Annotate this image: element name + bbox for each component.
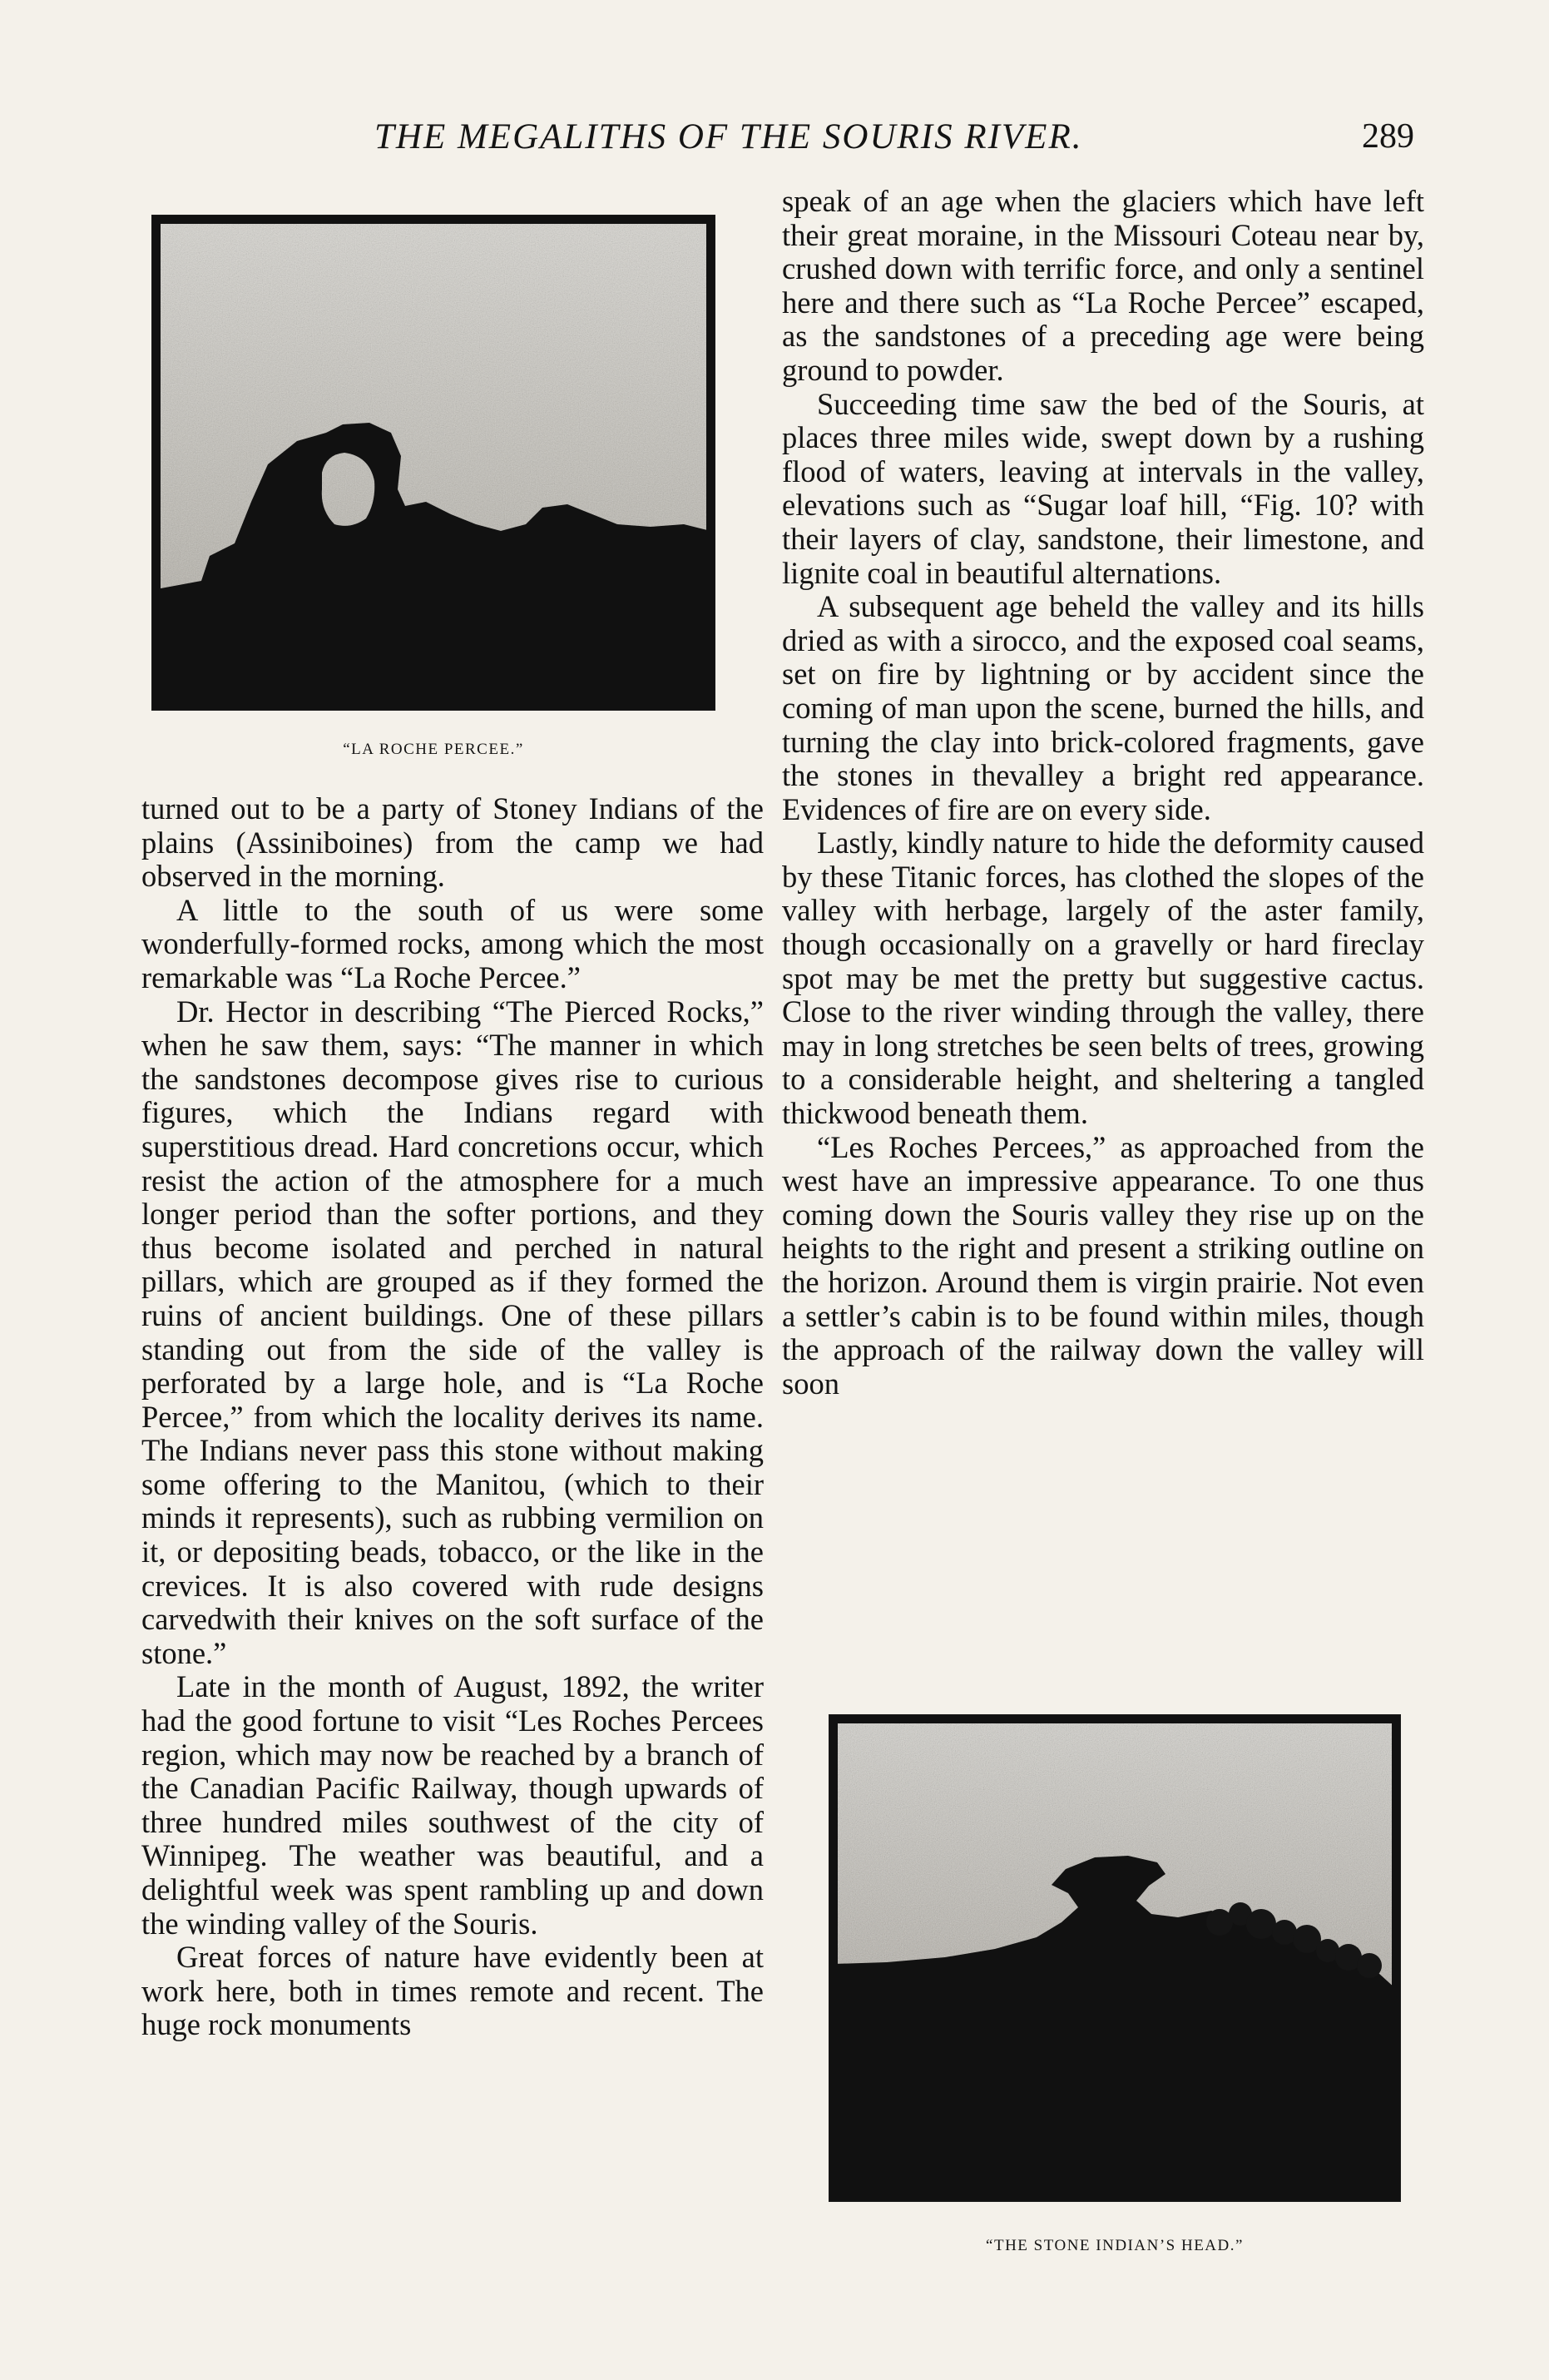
paragraph: speak of an age when the glaciers which have left their great moraine, in the Missouri Coteau near by, crushed down with terrific force, and only a sentinel here and there such as “La Roche Percee” escaped, as the sandstones of a preceding age were being ground to powder. (782, 184, 1424, 387)
paragraph: A subsequent age beheld the valley and its hills dried as with a sirocco, and the exposed coal seams, set on fire by lightning or by accident since the coming of man upon the scene, burned the hills, and turning the clay into brick-colored fragments, gave the stones in thevalley a bright red appearance. Evidences of fire are on every side. (782, 589, 1424, 826)
page-number: 289 (1362, 117, 1414, 156)
figure-caption: “THE STONE INDIAN’S HEAD.” (986, 2237, 1244, 2254)
photo-la-roche-percee (151, 215, 715, 711)
paragraph: Succeeding time saw the bed of the Souris, at places three miles wide, swept down by a rushing flood of waters, leaving at intervals in the valley, elevations such as “Sugar loaf hill, “Fig. 10? with their layers of clay, sandstone, their limestone, and lignite coal in beautiful alternations. (782, 386, 1424, 590)
paragraph: Late in the month of August, 1892, the writer had the good fortune to visit “Les Roches Percees region, which may now be reached by a branch of the Canadian Pacific Railway, though upwards of three hundred miles southwest of the city of Winnipeg. The weather was beautiful, and a delightful week was spent rambling up and down the winding valley of the Souris. (141, 1669, 764, 1941)
left-column (141, 792, 764, 2042)
paragraph: A little to the south of us were some wonderfully-formed rocks, among which the most remarkable was “La Roche Percee.” (141, 892, 764, 994)
right-column (782, 185, 1424, 1401)
paragraph: turned out to be a party of Stoney Indians of the plains (Assiniboines) from the camp we had observed in the morning. (141, 791, 764, 894)
paragraph: Dr. Hector in describing “The Pierced Rocks,” when he saw them, says: “The manner in which the sandstones decompose gives rise to curious figures, which the Indians regard with superstitious dread. Hard concretions occur, which resist the action of the atmosphere for a much longer period than the softer portions, and they thus become isolated and perched in natural pillars, which are grouped as if they formed the ruins of ancient buildings. One of these pillars standing out from the side of the valley is perforated by a large hole, and is “La Roche Percee,” from which the locality derives its name. The Indians never pass this stone without making some offering to the Manitou, (which to their minds it represents), such as rubbing vermilion on it, or depositing beads, tobacco, or the like in the crevices. It is also covered with rude designs carvedwith their knives on the soft surface of the stone.” (141, 994, 764, 1670)
running-title: THE MEGALITHS OF THE SOURIS RIVER. (374, 117, 1083, 156)
figure-caption: “LA ROCHE PERCEE.” (343, 741, 524, 758)
photo-stone-indians-head (829, 1714, 1401, 2202)
running-head (125, 117, 1414, 166)
paragraph: Lastly, kindly nature to hide the deformity caused by these Titanic forces, has clothed the slopes of the valley with herbage, largely of the aster family, though occasionally on a gravelly or hard fireclay spot may be met the pretty but suggestive cactus. Close to the river winding through the valley, there may in long stretches be seen belts of trees, growing to a considerable height, and sheltering a tangled thickwood beneath them. (782, 826, 1424, 1131)
paragraph: Great forces of nature have evidently been at work here, both in times remote and recent. The huge rock monuments (141, 1940, 764, 2042)
paragraph: “Les Roches Percees,” as approached from the west have an impressive appearance. To one thus coming down the Souris valley they rise up on the heights to the right and present a striking outline on the horizon. Around them is virgin prairie. Not even a settler’s cabin is to be found within miles, though the approach of the railway down the valley will soon (782, 1129, 1424, 1401)
